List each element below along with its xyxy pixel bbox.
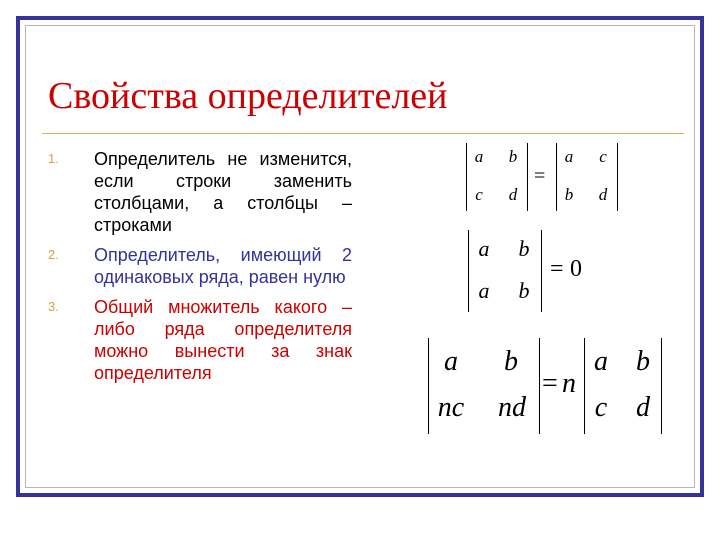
matrix-cell: b	[518, 236, 530, 261]
property-text: Общий множитель какого – либо ряда определителя можно вынести за знак определителя	[94, 297, 352, 383]
matrix-cell: nd	[498, 392, 526, 423]
matrix-cell: b	[518, 278, 530, 303]
properties-list	[48, 148, 352, 392]
property-text: Определитель не изменится, если строки заменить столбцами, а столбцы – строками	[94, 149, 352, 235]
matrix-cell: a	[444, 346, 458, 377]
matrix-cell: b	[508, 147, 518, 166]
matrix-cell: a	[478, 278, 490, 303]
matrix-cell: b	[504, 346, 518, 377]
matrix-cell: d	[508, 185, 518, 204]
matrix-cell: b	[564, 185, 574, 204]
matrix-cell: a	[564, 147, 574, 166]
matrix-cell: c	[599, 147, 607, 166]
matrix-cell: b	[636, 346, 650, 377]
determinant-left	[466, 143, 528, 211]
formula-transpose	[462, 143, 622, 213]
factor-symbol: n	[562, 368, 576, 399]
matrix-cell: a	[594, 346, 608, 377]
matrix-cell: c	[475, 185, 483, 204]
determinant-right	[556, 143, 618, 211]
title-underline	[42, 133, 684, 134]
determinant-right	[584, 338, 662, 434]
property-item-2	[48, 244, 352, 288]
result-value: 0	[570, 256, 582, 282]
property-text: Определитель, имеющий 2 одинаковых ряда, равен нулю	[94, 245, 352, 287]
property-item-3	[48, 296, 352, 384]
equals-sign: =	[542, 368, 558, 399]
property-item-1	[48, 148, 352, 236]
property-number: 2.	[48, 247, 59, 262]
formula-common-factor	[424, 338, 664, 438]
slide-title: Свойства определителей	[48, 75, 448, 117]
matrix-cell: a	[474, 147, 484, 166]
equals-sign: =	[534, 165, 546, 187]
property-number: 3.	[48, 299, 59, 314]
formula-equal-rows	[464, 230, 604, 314]
equals-sign: =	[550, 256, 564, 282]
matrix-cell: d	[598, 185, 608, 204]
matrix-cell: d	[636, 392, 650, 423]
matrix-cell: nc	[437, 392, 465, 423]
matrix-cell: a	[478, 236, 490, 261]
matrix-cell: c	[594, 392, 608, 423]
property-number: 1.	[48, 151, 59, 166]
determinant	[468, 230, 542, 312]
determinant-left	[428, 338, 540, 434]
